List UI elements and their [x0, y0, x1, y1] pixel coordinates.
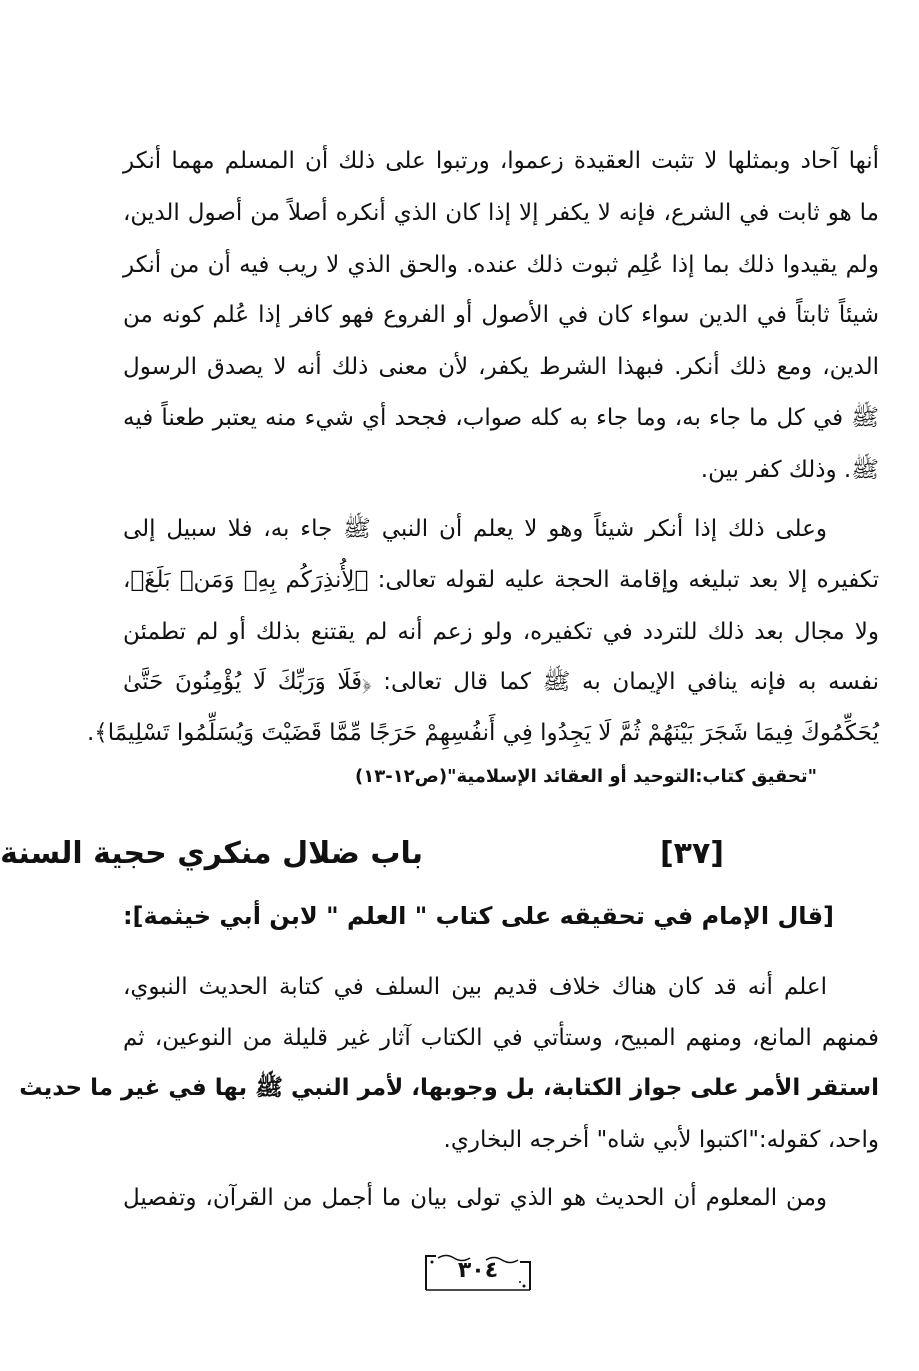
chapter-number: [٣٧] [659, 836, 724, 871]
text-line: واحد، كقوله:"اكتبوا لأبي شاه" أخرجه البخاري. [443, 1127, 879, 1153]
page-number-frame [424, 1252, 532, 1292]
text-line: فمنهم المانع، ومنهم المبيح، وستأتي في الكتاب آثار غير قليلة من النوعين، ثم [123, 1025, 879, 1051]
text-line: أنها آحاد وبمثلها لا تثبت العقيدة زعموا، ورتبوا على ذلك أن المسلم مهما أنكر [123, 148, 879, 174]
text-line: تكفيره إلا بعد تبليغه وإقامة الحجة عليه لقوله تعالى: ﴿لِأُنذِرَكُم بِهِۦ وَمَنۢ بَلَغَ﴾، [123, 567, 879, 593]
text-line: استقر الأمر على جواز الكتابة، بل وجوبها، لأمر النبي ﷺ بها في غير ما حديث [19, 1075, 879, 1101]
subheading: [قال الإمام في تحقيقه على كتاب " العلم " لابن أبي خيثمة]: [122, 902, 834, 930]
chapter-title: باب ضلال منكري حجية السنة [0, 836, 423, 871]
source-reference: "تحقيق كتاب:التوحيد أو العقائد الإسلامية"(ص١٢-١٣) [354, 766, 817, 787]
text-line: ولا مجال بعد ذلك للتردد في تكفيره، ولو زعم أنه لم يقتنع بذلك أو لم تطمئن [123, 619, 879, 645]
text-line: ولم يقيدوا ذلك بما إذا عُلِم ثبوت ذلك عنده. والحق الذي لا ريب فيه أن من أنكر [123, 252, 879, 278]
text-line: يُحَكِّمُوكَ فِيمَا شَجَرَ بَيْنَهُمْ ثُمَّ لَا يَجِدُوا فِي أَنفُسِهِمْ حَرَجًا مِّمَّا قَضَيْتَ وَيُسَلِّمُوا تَسْلِيمًا﴾. [86, 720, 879, 746]
text-line: ﷺ في كل ما جاء به، وما جاء به كله صواب، فجحد أي شيء منه يعتبر طعناً فيه [123, 405, 879, 431]
page-number: ٣٠٤ [457, 1258, 499, 1283]
text-line: وعلى ذلك إذا أنكر شيئاً وهو لا يعلم أن النبي ﷺ جاء به، فلا سبيل إلى [123, 516, 827, 542]
text-line: الدين، ومع ذلك أنكر. فبهذا الشرط يكفر، لأن معنى ذلك أنه لا يصدق الرسول [123, 354, 879, 380]
text-line: ما هو ثابت في الشرع، فإنه لا يكفر إلا إذا كان الذي أنكره أصلاً من أصول الدين، [123, 200, 879, 226]
text-line: ومن المعلوم أن الحديث هو الذي تولى بيان ما أجمل من القرآن، وتفصيل [123, 1185, 827, 1211]
text-line: شيئاً ثابتاً في الدين سواء كان في الأصول أو الفروع فهو كافر إذا عُلم كونه من [123, 302, 879, 328]
text-line: ﷺ. وذلك كفر بين. [700, 457, 879, 483]
text-line: نفسه به فإنه ينافي الإيمان به ﷺ كما قال تعالى: ﴿فَلَا وَرَبِّكَ لَا يُؤْمِنُونَ حَتَّىٰ [123, 669, 879, 695]
text-line: اعلم أنه قد كان هناك خلاف قديم بين السلف في كتابة الحديث النبوي، [123, 974, 827, 1000]
chapter-heading [0, 832, 919, 876]
